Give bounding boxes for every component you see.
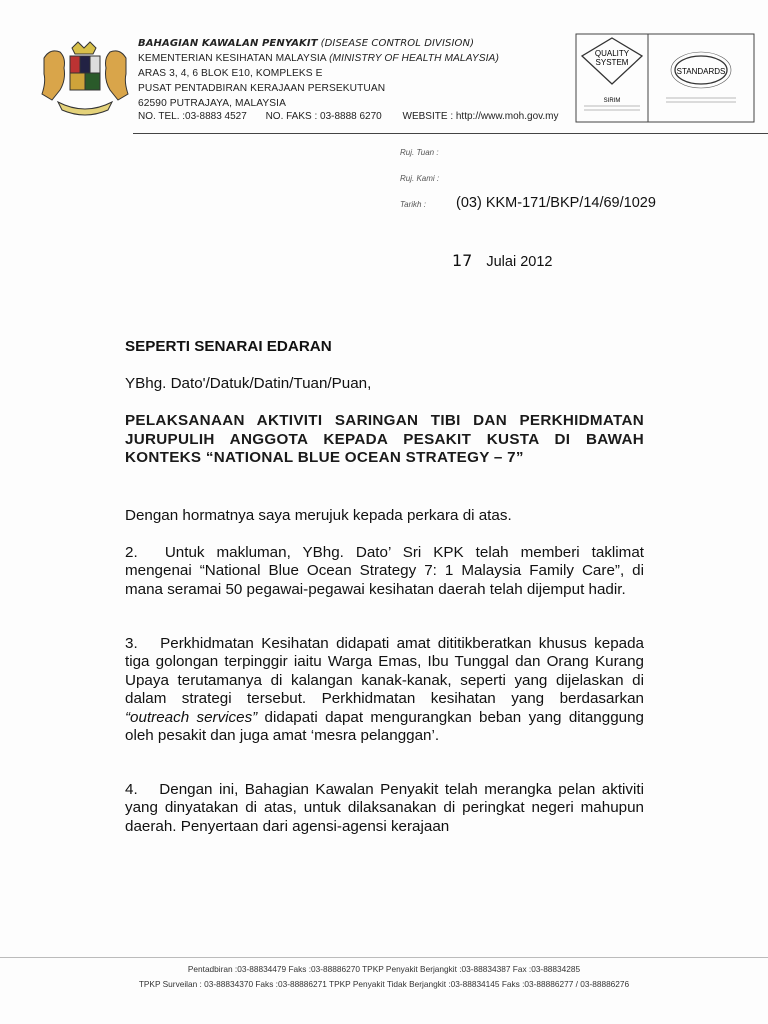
paragraph-3-part-b: didapati dapat mengurangkan beban yang ditanggung oleh pesakit dan juga amat ‘mesra pelanggan’. (125, 708, 644, 745)
ministry-name: KEMENTERIAN KESIHATAN MALAYSIA (138, 53, 327, 64)
footer-line-2: TPKP Surveilan : 03-88834370 Faks :03-88886271 TPKP Penyakit Tidak Berjangkit :03-88834145 Faks :03-88886277 / 03-88886276 (138, 979, 630, 989)
paragraph-4: 4. Dengan ini, Bahagian Kawalan Penyakit telah merangka pelan aktiviti yang dinyatakan di atas, untuk dilaksanakan di peringkat negeri mahupun daerah. Penyertaan dari agensi-agensi kerajaan (125, 781, 644, 835)
coat-of-arms-icon (36, 38, 134, 122)
telephone: NO. TEL. :03-8883 4527 (138, 111, 247, 122)
paragraph-2: 2. Untuk makluman, YBhg. Dato’ Sri KPK telah memberi taklimat mengenai “National Blue Ocean Strategy 7: 1 Malaysia Family Care”, di mana seramai 50 pegawai-pegawai kesihatan daerah telah dijemput hadir. (125, 544, 644, 598)
subject-title: PELAKSANAAN AKTIVITI SARINGAN TIBI DAN PERKHIDMATAN JURUPULIH ANGGOTA KEPADA PESAKIT KUSTA DI BAWAH KONTEKS “NATIONAL BLUE OCEAN STRATEGY – 7” (125, 412, 644, 467)
recipient-line: SEPERTI SENARAI EDARAN (125, 338, 332, 355)
address-line-2: PUSAT PENTADBIRAN KERAJAAN PERSEKUTUAN (138, 83, 386, 94)
address-line-1: ARAS 3, 4, 6 BLOK E10, KOMPLEKS E (138, 68, 323, 79)
ref-tuan-label: Ruj. Tuan : (400, 148, 439, 157)
date-day: 17 (452, 251, 473, 270)
ref-kami-label: Ruj. Kami : (400, 174, 440, 183)
division-name-en: (DISEASE CONTROL DIVISION) (320, 38, 475, 49)
date-label: Tarikh : (400, 200, 426, 209)
badge-quality-text-2: SYSTEM (595, 58, 629, 67)
letter-date (452, 251, 552, 270)
division-name: BAHAGIAN KAWALAN PENYAKIT (138, 38, 318, 49)
badge-standards-text: STANDARDS (676, 67, 726, 76)
date-month-year: Julai 2012 (486, 254, 553, 270)
salutation: YBhg. Dato'/Datuk/Datin/Tuan/Puan, (125, 375, 372, 392)
paragraph-3-part-a: 3. Perkhidmatan Kesihatan didapati amat dititikberatkan khusus kepada tiga golongan terpinggir iaitu Warga Emas, Ibu Tunggal dan Orang Kurang Upaya terutamanya di kalangan kanak-kanak, seperti yang dijelaskan di dalam strategi tersebut. Perkhidmatan kesihatan yang berdasarkan (125, 635, 644, 708)
footer-line-1: Pentadbiran :03-88834479 Faks :03-88886270 TPKP Penyakit Berjangkit :03-88834387 Fax :03-88834285 (187, 964, 581, 974)
reference-number: (03) KKM-171/BKP/14/69/1029 (456, 195, 656, 211)
ministry-name-en: (MINISTRY OF HEALTH MALAYSIA) (329, 53, 499, 64)
badge-quality-text-1: QUALITY (594, 49, 630, 58)
address-line-3: 62590 PUTRAJAYA, MALAYSIA (138, 98, 287, 109)
letterhead-divider (133, 133, 768, 134)
website: WEBSITE : http://www.moh.gov.my (402, 111, 559, 122)
fax: NO. FAKS : 03-8888 6270 (265, 111, 382, 122)
certification-logos (570, 32, 756, 124)
contact-line (138, 111, 559, 122)
footer-divider (0, 957, 768, 958)
badge-sirim-text: SIRIM (603, 98, 621, 104)
letterhead-text (138, 36, 499, 111)
opening-line: Dengan hormatnya saya merujuk kepada perkara di atas. (125, 507, 512, 524)
paragraph-3-italic: “outreach services” (125, 708, 258, 726)
paragraph-3 (125, 635, 644, 745)
